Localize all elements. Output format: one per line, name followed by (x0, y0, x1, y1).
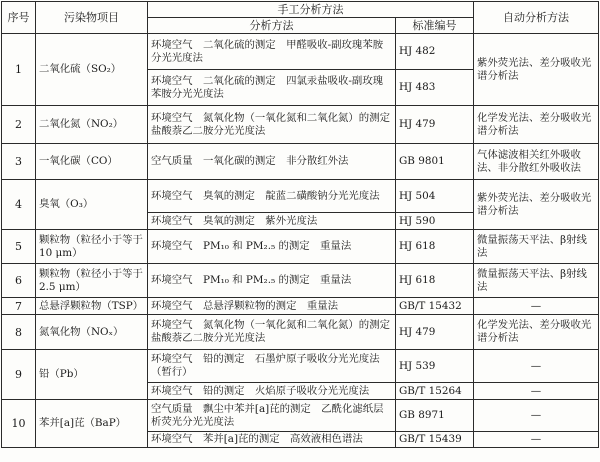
monitoring-methods-table (1, 1, 599, 448)
auto-method-header: 自动分析方法 (474, 2, 599, 34)
standard-number: HJ 479 (396, 315, 474, 350)
auto-method: 气体滤波相关红外吸收法、非分散红外吸收法 (474, 144, 599, 180)
method-text: 环境空气 氮氧化物（一氧化氮和二氧化氮）的测定 盐酸萘乙二胺分光光度法 (148, 106, 396, 144)
method-text: 环境空气 苯并[a]芘的测定 高效液相色谱法 (148, 432, 396, 448)
auto-method: — (474, 432, 599, 448)
row-index: 7 (2, 298, 36, 315)
method-header: 分析方法 (148, 18, 396, 34)
table-row (2, 315, 599, 350)
pollutant-name: 氮氧化物（NOₓ） (36, 315, 148, 350)
standard-number: GB/T 15439 (396, 432, 474, 448)
auto-method: 化学发光法、差分吸收光谱分析法 (474, 106, 599, 144)
pollutant-name: 二氧化硫（SO₂） (36, 34, 148, 106)
standard-number: HJ 483 (396, 70, 474, 106)
row-index: 1 (2, 34, 36, 106)
standard-number: GB/T 15264 (396, 383, 474, 400)
row-index: 8 (2, 315, 36, 350)
pollutant-header: 污染物项目 (36, 2, 148, 34)
table-row (2, 34, 599, 70)
pollutant-name: 二氧化氮（NO₂） (36, 106, 148, 144)
auto-method: 化学发光法、差分吸收光谱分析法 (474, 315, 599, 350)
pollutant-name: 一氧化碳（CO） (36, 144, 148, 180)
auto-method: — (474, 400, 599, 432)
method-text: 环境空气 铅的测定 火焰原子吸收分光光度法 (148, 383, 396, 400)
standard-number: HJ 504 (396, 180, 474, 213)
auto-method: 微量振荡天平法、β射线法 (474, 230, 599, 264)
row-index: 2 (2, 106, 36, 144)
table-row (2, 230, 599, 264)
standard-number: HJ 479 (396, 106, 474, 144)
table-row (2, 106, 599, 144)
auto-method: 紫外荧光法、差分吸收光谱分析法 (474, 34, 599, 106)
auto-method: 微量振荡天平法、β射线法 (474, 264, 599, 298)
method-text: 环境空气 氮氧化物（一氧化氮和二氧化氮）的测定 盐酸萘乙二胺分光光度法 (148, 315, 396, 350)
row-index: 10 (2, 400, 36, 448)
table-row (2, 350, 599, 383)
method-text: 环境空气 PM₁₀ 和 PM₂.₅ 的测定 重量法 (148, 264, 396, 298)
table-row (2, 144, 599, 180)
pollutant-name: 臭氧（O₃） (36, 180, 148, 230)
standard-header: 标准编号 (396, 18, 474, 34)
auto-method: — (474, 383, 599, 400)
pollutant-name: 总悬浮颗粒物（TSP） (36, 298, 148, 315)
pollutant-name: 颗粒物（粒径小于等于 2.5 μm） (36, 264, 148, 298)
manual-method-header: 手工分析方法 (148, 2, 474, 18)
header-row-top (2, 2, 599, 18)
auto-method: — (474, 298, 599, 315)
method-text: 环境空气 PM₁₀ 和 PM₂.₅ 的测定 重量法 (148, 230, 396, 264)
standard-number: HJ 539 (396, 350, 474, 383)
row-index: 4 (2, 180, 36, 230)
auto-method: 紫外荧光法、差分吸收光谱分析法 (474, 180, 599, 230)
row-index: 3 (2, 144, 36, 180)
pollutant-name: 铅（Pb） (36, 350, 148, 400)
method-text: 环境空气 二氧化硫的测定 四氯汞盐吸收-副玫瑰苯胺分光光度法 (148, 70, 396, 106)
standard-number: GB 8971 (396, 400, 474, 432)
pollutant-name: 苯并[a]芘（BaP） (36, 400, 148, 448)
standard-number: HJ 590 (396, 213, 474, 230)
standard-number: GB/T 15432 (396, 298, 474, 315)
method-text: 环境空气 臭氧的测定 紫外光度法 (148, 213, 396, 230)
row-index: 6 (2, 264, 36, 298)
auto-method: — (474, 350, 599, 383)
method-text: 空气质量 飘尘中苯并[a]芘的测定 乙酰化滤纸层析荧光分光光度法 (148, 400, 396, 432)
table-row (2, 264, 599, 298)
method-text: 环境空气 二氧化硫的测定 甲醛吸收-副玫瑰苯胺分光光度法 (148, 34, 396, 70)
standard-number: HJ 482 (396, 34, 474, 70)
method-text: 环境空气 臭氧的测定 靛蓝二磺酸钠分光光度法 (148, 180, 396, 213)
standard-number: GB 9801 (396, 144, 474, 180)
pollutant-name: 颗粒物（粒径小于等于 10 μm） (36, 230, 148, 264)
method-text: 环境空气 铅的测定 石墨炉原子吸收分光光度法（暂行） (148, 350, 396, 383)
table-row (2, 400, 599, 432)
table-row (2, 180, 599, 213)
table-row (2, 298, 599, 315)
standard-number: HJ 618 (396, 230, 474, 264)
standard-number: HJ 618 (396, 264, 474, 298)
method-text: 环境空气 总悬浮颗粒物的测定 重量法 (148, 298, 396, 315)
row-index: 9 (2, 350, 36, 400)
index-header: 序号 (2, 2, 36, 34)
row-index: 5 (2, 230, 36, 264)
method-text: 空气质量 一氧化碳的测定 非分散红外法 (148, 144, 396, 180)
